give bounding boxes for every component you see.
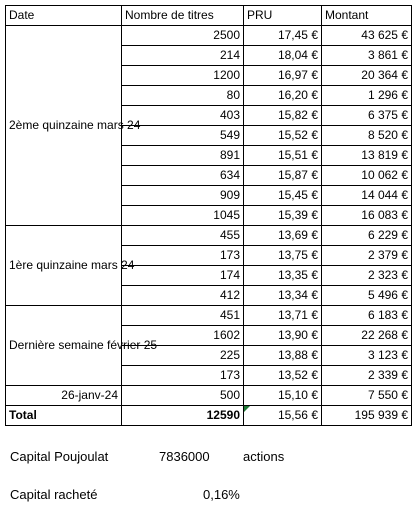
pru-cell[interactable]: 15,51 € [244,146,322,166]
nombre-titres-cell[interactable]: 909 [122,186,244,206]
pru-cell[interactable]: 13,69 € [244,226,322,246]
nombre-titres-cell[interactable]: 455 [122,226,244,246]
purchases-table [5,5,412,426]
pru-cell[interactable]: 15,39 € [244,206,322,226]
table-row [6,26,412,46]
nombre-titres-cell[interactable]: 1045 [122,206,244,226]
date-cell[interactable]: 26-janv-24 [6,386,122,406]
date-cell[interactable]: 1ère quinzaine mars 24 [6,226,122,306]
montant-cell[interactable]: 3 861 € [322,46,412,66]
header-date[interactable]: Date [6,6,122,26]
nombre-titres-cell[interactable]: 2500 [122,26,244,46]
total-label[interactable]: Total [6,406,122,426]
montant-cell[interactable]: 20 364 € [322,66,412,86]
pru-cell[interactable]: 15,82 € [244,106,322,126]
nombre-titres-cell[interactable]: 225 [122,346,244,366]
nombre-titres-cell[interactable]: 173 [122,366,244,386]
nombre-titres-cell[interactable]: 174 [122,266,244,286]
total-pru[interactable]: 15,56 € [244,406,322,426]
rachete-label: Capital racheté [10,487,98,502]
table-row [6,306,412,326]
pru-cell[interactable]: 13,75 € [244,246,322,266]
nombre-titres-cell[interactable]: 1602 [122,326,244,346]
pru-cell[interactable]: 15,45 € [244,186,322,206]
header-montant[interactable]: Montant [322,6,412,26]
capital-value: 7836000 [159,449,210,464]
pru-cell[interactable]: 16,97 € [244,66,322,86]
pru-cell[interactable]: 13,52 € [244,366,322,386]
nombre-titres-cell[interactable]: 214 [122,46,244,66]
pru-cell[interactable]: 18,04 € [244,46,322,66]
montant-cell[interactable]: 7 550 € [322,386,412,406]
nombre-titres-cell[interactable]: 500 [122,386,244,406]
pru-cell[interactable]: 17,45 € [244,26,322,46]
capital-row [10,449,108,464]
pru-cell[interactable]: 15,10 € [244,386,322,406]
montant-cell[interactable]: 6 375 € [322,106,412,126]
montant-cell[interactable]: 10 062 € [322,166,412,186]
montant-cell[interactable]: 14 044 € [322,186,412,206]
nombre-titres-cell[interactable]: 80 [122,86,244,106]
header-row [6,6,412,26]
montant-cell[interactable]: 13 819 € [322,146,412,166]
nombre-titres-cell[interactable]: 403 [122,106,244,126]
pru-cell[interactable]: 15,52 € [244,126,322,146]
montant-cell[interactable]: 6 183 € [322,306,412,326]
montant-cell[interactable]: 43 625 € [322,26,412,46]
nombre-titres-cell[interactable]: 412 [122,286,244,306]
table-row [6,226,412,246]
table-body [6,26,412,426]
montant-cell[interactable]: 22 268 € [322,326,412,346]
montant-cell[interactable]: 6 229 € [322,226,412,246]
header-nombre-titres[interactable]: Nombre de titres [122,6,244,26]
nombre-titres-cell[interactable]: 173 [122,246,244,266]
pru-cell[interactable]: 13,71 € [244,306,322,326]
montant-cell[interactable]: 2 339 € [322,366,412,386]
montant-cell[interactable]: 16 083 € [322,206,412,226]
rachete-value: 0,16% [203,487,240,502]
montant-cell[interactable]: 2 379 € [322,246,412,266]
capital-label: Capital Poujoulat [10,449,109,464]
pru-cell[interactable]: 16,20 € [244,86,322,106]
montant-cell[interactable]: 2 323 € [322,266,412,286]
pru-cell[interactable]: 13,90 € [244,326,322,346]
nombre-titres-cell[interactable]: 1200 [122,66,244,86]
header-pru[interactable]: PRU [244,6,322,26]
total-montant[interactable]: 195 939 € [322,406,412,426]
pru-cell[interactable]: 13,88 € [244,346,322,366]
total-nombre-titres[interactable]: 12590 [122,406,244,426]
montant-cell[interactable]: 8 520 € [322,126,412,146]
date-cell[interactable]: 2ème quinzaine mars 24 [6,26,122,226]
nombre-titres-cell[interactable]: 634 [122,166,244,186]
date-cell[interactable]: Dernière semaine février 25 [6,306,122,386]
pru-cell[interactable]: 15,87 € [244,166,322,186]
pru-cell[interactable]: 13,35 € [244,266,322,286]
nombre-titres-cell[interactable]: 451 [122,306,244,326]
montant-cell[interactable]: 5 496 € [322,286,412,306]
total-row [6,406,412,426]
nombre-titres-cell[interactable]: 549 [122,126,244,146]
table-row [6,386,412,406]
capital-unit: actions [243,449,285,464]
montant-cell[interactable]: 1 296 € [322,86,412,106]
nombre-titres-cell[interactable]: 891 [122,146,244,166]
pru-cell[interactable]: 13,34 € [244,286,322,306]
montant-cell[interactable]: 3 123 € [322,346,412,366]
